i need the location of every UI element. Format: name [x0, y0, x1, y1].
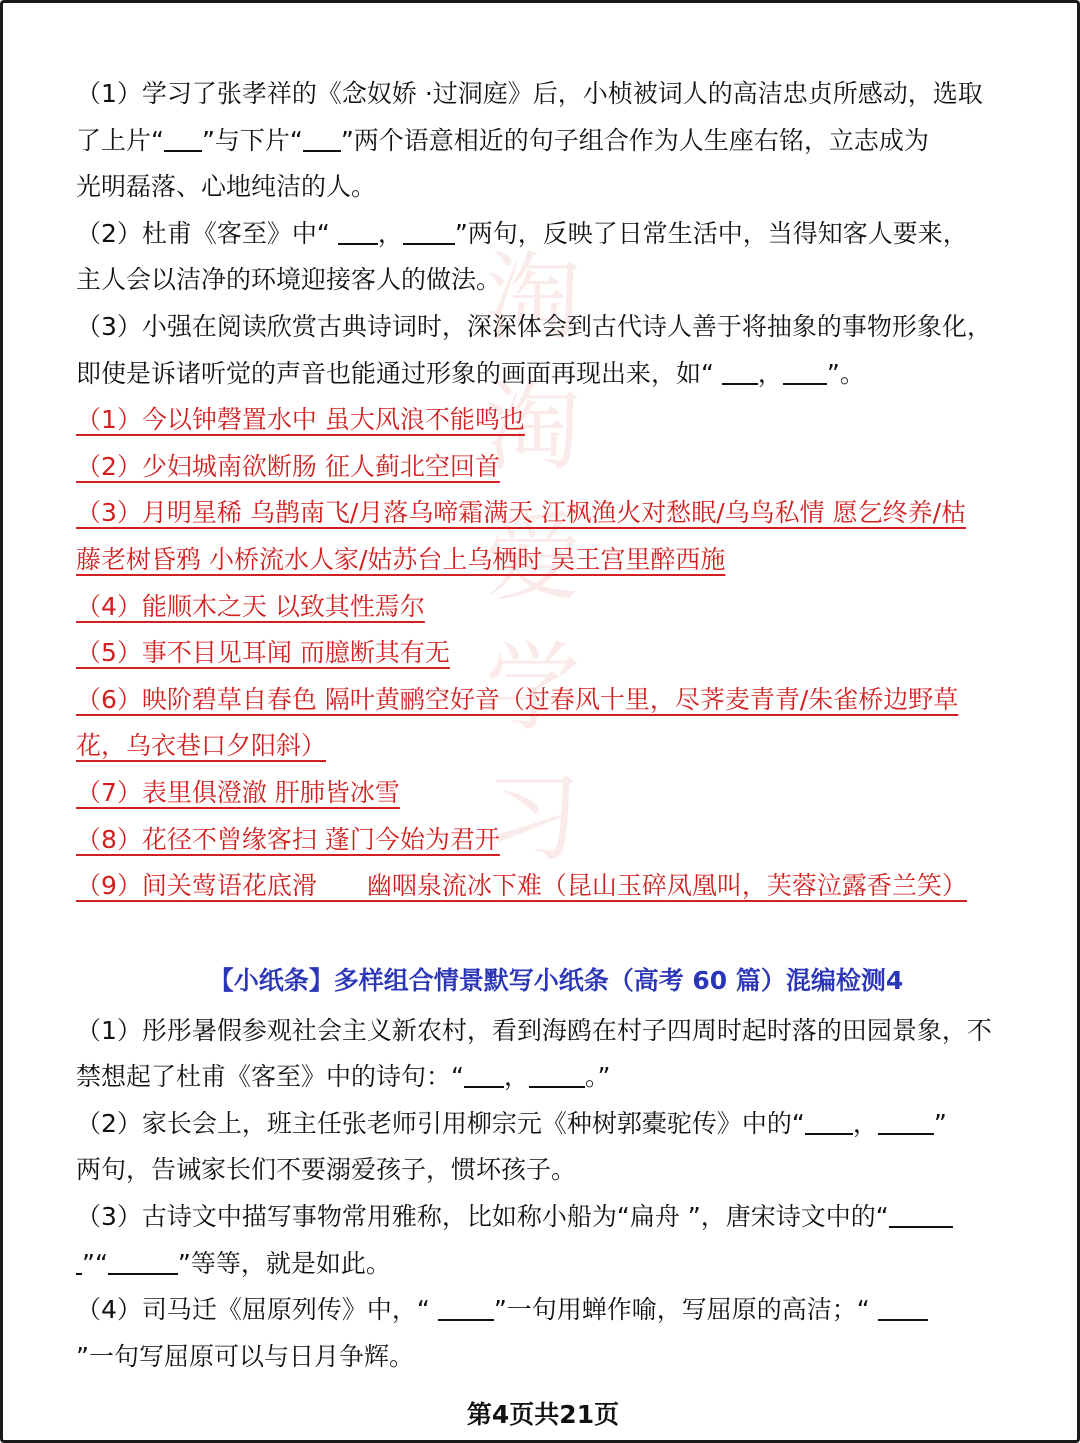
question-text: 即使是诉诸听觉的声音也能通过形象的画面再现出来，如“: [76, 358, 722, 388]
question-text: ”两句，反映了日常生活中，当得知客人要来，: [454, 218, 968, 248]
answer-blank: [403, 219, 455, 245]
question-3: [76, 1194, 1036, 1287]
answer-blank: [878, 1295, 928, 1321]
answer-blank: [303, 126, 341, 152]
question-text: 了上片“: [76, 125, 164, 155]
question-text: ”: [933, 1108, 947, 1138]
question-text: 光明磊落、心地纯洁的人。: [76, 172, 377, 202]
question-text: （3）小强在阅读欣赏古典诗词时，深深体会到古代诗人善于将抽象的事物形象化，: [76, 311, 992, 341]
answer-blank: [889, 1202, 953, 1228]
question-text: ”等等，就是如此。: [177, 1248, 391, 1278]
question-1: [76, 71, 1036, 211]
answer-line: （5）事不目见耳闻 而臆断其有无: [76, 638, 450, 668]
question-text: ，: [852, 1108, 878, 1138]
answer-line: （2）少妇城南欲断肠 征人蓟北空回首: [76, 451, 500, 481]
question-text: （4）司马迁《屈原列传》中，“: [76, 1295, 438, 1325]
answer-blank: [878, 1109, 934, 1135]
answer-line: （3）月明星稀 乌鹊南飞/月落乌啼霜满天 江枫渔火对愁眠/乌鸟私情 愿乞终养/枯 藤老树昏鸦 小桥流水人家/姑苏台上乌栖时 吴王宫里醉西施: [76, 498, 967, 574]
page-footer: 第4页共21页: [466, 1400, 620, 1429]
question-text: ”与下片“: [201, 125, 303, 155]
answer-blank: [338, 219, 378, 245]
question-text: ”一句用蝉作喻，写屈原的高洁；“: [493, 1295, 878, 1325]
answer-blank: [529, 1062, 585, 1088]
watermark-char: 淘: [485, 242, 581, 354]
answer-line: （8）花径不曾缘客扫 蓬门今始为君开: [76, 824, 500, 854]
answer-blank: [164, 126, 202, 152]
question-text: ”两个语意相近的句子组合作为人生座右铭，立志成为: [340, 125, 929, 155]
question-text: ，: [503, 1062, 529, 1092]
watermark-char: 爱: [485, 502, 581, 614]
question-text: （1）学习了张孝祥的《念奴娇 ·过洞庭》后，小桢被词人的高洁忠贞所感动，选取: [76, 79, 983, 108]
answer-blank: [108, 1249, 178, 1275]
answer-line: （7）表里俱澄澈 肝肺皆冰雪: [76, 777, 400, 807]
watermark-char: 学: [485, 632, 581, 744]
question-text: 禁想起了杜甫《客至》中的诗句：“: [76, 1062, 464, 1092]
question-text: ，: [757, 358, 783, 388]
question-text: ，: [377, 218, 403, 248]
question-text: ”“: [82, 1248, 108, 1278]
question-text: （2）杜甫《客至》中“: [76, 218, 338, 248]
question-text: （2）家长会上，班主任张老师引用柳宗元《种树郭橐驼传》中的“: [76, 1108, 805, 1138]
question-text: 。”: [584, 1062, 611, 1092]
answer-blank: [805, 1109, 853, 1135]
answer-line: （9）间关莺语花底滑 幽咽泉流冰下难（昆山玉碎凤凰叫，芙蓉泣露香兰笑）: [76, 871, 967, 901]
page-content: [76, 71, 1036, 1380]
answer-blank: [783, 359, 827, 385]
question-text: ”。: [826, 358, 865, 388]
answer-key: [76, 397, 1036, 910]
question-text: （1）彤彤暑假参观社会主义新农村，看到海鸥在村子四周时起时落的田园景象，不: [76, 1015, 992, 1045]
answer-blank: [438, 1295, 494, 1321]
question-text: 两句，告诫家长们不要溺爱孩子，惯坏孩子。: [76, 1155, 577, 1185]
section-title: 【小纸条】多样组合情景默写小纸条（高考 60 篇）混编检测4: [208, 965, 904, 995]
question-text: 主人会以洁净的环境迎接客人的做法。: [76, 265, 502, 295]
answer-line: （6）映阶碧草自春色 隔叶黄鹂空好音（过春风十里，尽荠麦青青/朱雀桥边野草 花，乌衣巷口夕阳斜）: [76, 684, 959, 761]
answer-blank: [464, 1062, 504, 1088]
watermark-char: 习: [485, 762, 581, 874]
question-text: （3）古诗文中描写事物常用雅称，比如称小船为“扁舟 ”，唐宋诗文中的“: [76, 1202, 889, 1232]
question-3: [76, 304, 1036, 397]
watermark-char: 淘: [485, 372, 581, 484]
question-2: [76, 1101, 1036, 1194]
answer-line: （4）能顺木之天 以致其性焉尔: [76, 591, 425, 621]
answer-line: （1）今以钟磬置水中 虽大风浪不能鸣也: [76, 405, 525, 435]
question-4: [76, 1287, 1036, 1380]
question-1: [76, 1008, 1036, 1101]
question-2: [76, 211, 1036, 304]
question-text: ”一句写屈原可以与日月争辉。: [76, 1341, 414, 1371]
answer-blank: [722, 359, 758, 385]
